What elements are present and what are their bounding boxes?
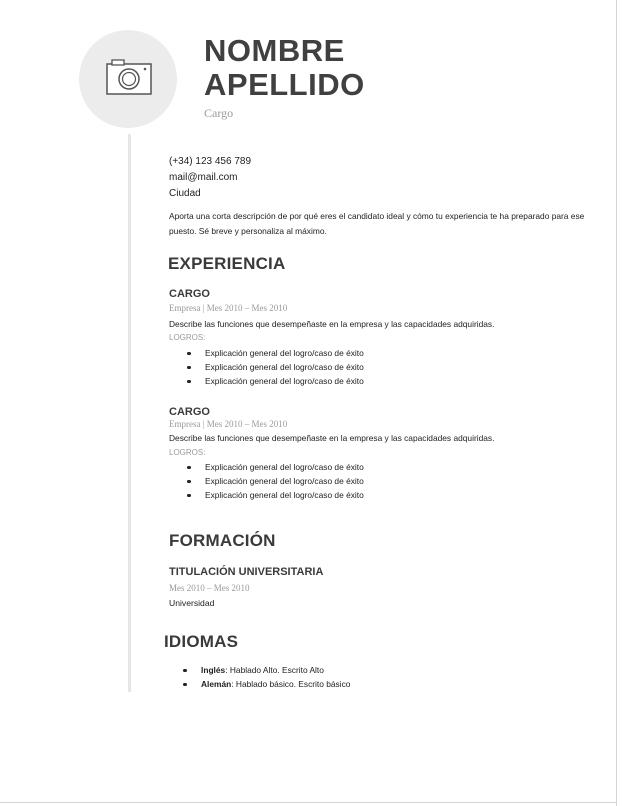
job-2-achievements-label: LOGROS: [169, 448, 206, 457]
last-name: APELLIDO [204, 67, 365, 102]
language-name: Inglés [201, 665, 226, 675]
education-dates: Mes 2010 – Mes 2010 [169, 583, 250, 593]
job-2-achievements [187, 460, 364, 503]
vertical-divider [128, 134, 131, 692]
page-border-bottom [0, 802, 617, 803]
email: mail@mail.com [169, 172, 238, 183]
list-item: Explicación general del logro/caso de éxito [187, 488, 364, 502]
job-1-achievements [187, 346, 364, 389]
language-level: : Hablado básico. Escrito básico [231, 679, 351, 690]
page-border-right [616, 0, 617, 806]
job-title: Cargo [204, 106, 234, 120]
job-1-meta: Empresa | Mes 2010 – Mes 2010 [169, 303, 288, 313]
experience-heading: EXPERIENCIA [168, 254, 286, 273]
city: Ciudad [169, 188, 201, 199]
contact-block [169, 154, 251, 202]
education-heading: FORMACIÓN [169, 531, 276, 550]
language-name: Alemán [201, 679, 232, 690]
job-2-title: CARGO [169, 406, 210, 418]
education-degree: TITULACIÓN UNIVERSITARIA [169, 566, 324, 578]
list-item [183, 663, 350, 677]
language-level: : Hablado Alto. Escrito Alto [225, 665, 324, 675]
job-1-description: Describe las funciones que desempeñaste en la empresa y las capacidades adquiridas. [169, 319, 495, 329]
job-2-description: Describe las funciones que desempeñaste en la empresa y las capacidades adquiridas. [169, 433, 495, 443]
first-name: NOMBRE [204, 33, 345, 68]
full-name [204, 34, 584, 102]
list-item: Explicación general del logro/caso de éxito [187, 460, 364, 474]
photo-placeholder[interactable] [79, 30, 177, 128]
languages-heading: IDIOMAS [164, 632, 239, 651]
job-1-title: CARGO [169, 288, 210, 300]
languages-list [183, 663, 350, 691]
list-item: Explicación general del logro/caso de éxito [187, 360, 364, 374]
education-institution: Universidad [169, 598, 215, 608]
list-item: Explicación general del logro/caso de éxito [187, 374, 364, 388]
job-2-meta: Empresa | Mes 2010 – Mes 2010 [169, 419, 288, 429]
list-item: Explicación general del logro/caso de éxito [187, 474, 364, 488]
list-item [183, 677, 350, 691]
phone: (+34) 123 456 789 [169, 156, 252, 167]
list-item: Explicación general del logro/caso de éxito [187, 346, 364, 360]
summary: Aporta una corta descripción de por qué eres el candidato ideal y cómo tu experiencia te ha preparado para ese puesto. Sé breve y personaliza al máximo. [169, 211, 585, 236]
camera-icon [106, 58, 152, 96]
job-1-achievements-label: LOGROS: [169, 333, 206, 342]
